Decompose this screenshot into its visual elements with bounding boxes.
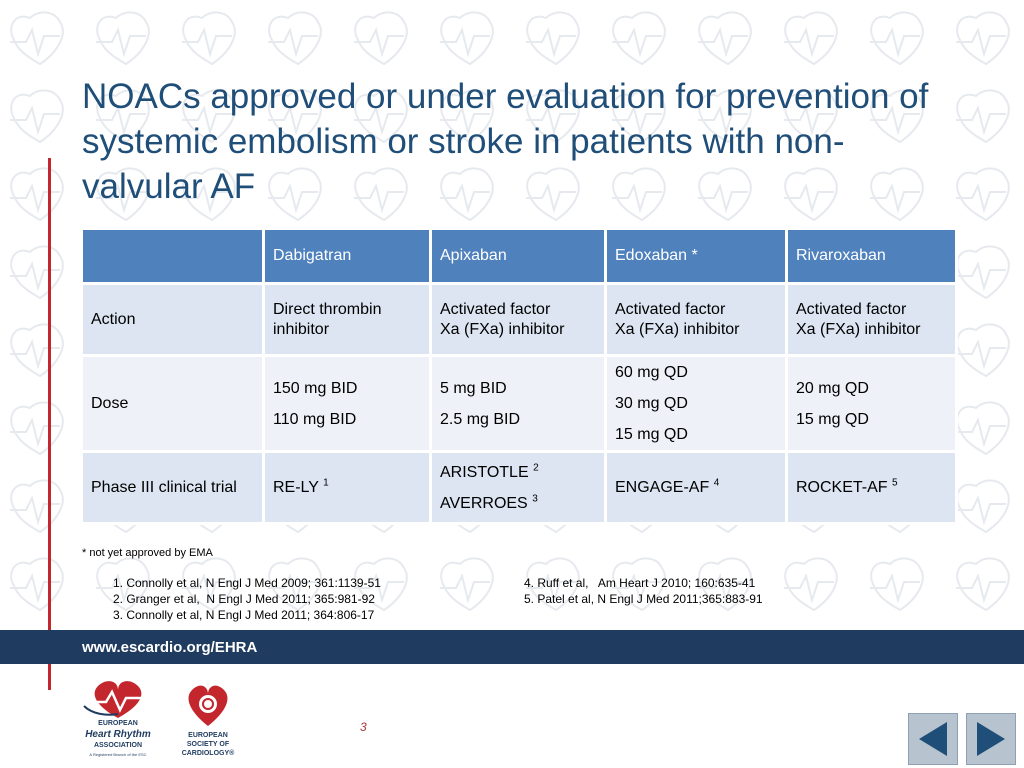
reference-item: 1. Connolly et al, N Engl J Med 2009; 361:1139-51 [113, 576, 381, 590]
dose-line: 15 mg QD [796, 410, 869, 428]
trial-line [440, 457, 598, 488]
action-apixaban [432, 285, 607, 357]
action-rivaroxaban [788, 285, 958, 357]
header-empty-cell [80, 230, 265, 285]
row-label-action: Action [80, 285, 265, 357]
page-number: 3 [360, 720, 367, 734]
esc-text-line: SOCIETY OF [186, 741, 230, 748]
esc-text-line: CARDIOLOGY® [181, 750, 235, 757]
action-edoxaban-line: Xa (FXa) inhibitor [615, 320, 740, 338]
dose-line: 5 mg BID [440, 379, 507, 397]
ehra-heart-icon [76, 676, 160, 720]
row-label-trial: Phase III clinical trial [80, 453, 265, 525]
trial-rivaroxaban [788, 453, 958, 525]
ehra-text-line: ASSOCIATION [93, 742, 143, 749]
action-rivaroxaban-line: Activated factor [796, 300, 907, 318]
trial-line [440, 488, 598, 519]
table-row-dose [80, 357, 958, 453]
dose-rivaroxaban [788, 357, 958, 453]
references-right [524, 575, 763, 607]
header-apixaban: Apixaban [432, 230, 607, 285]
dose-apixaban [432, 357, 607, 453]
header-edoxaban: Edoxaban * [607, 230, 788, 285]
trial-name: ROCKET-AF [796, 478, 888, 496]
action-dabigatran-line: inhibitor [273, 320, 330, 338]
dose-line: 15 mg QD [615, 426, 688, 443]
trial-ref: 1 [323, 477, 329, 489]
action-edoxaban-line: Activated factor [615, 300, 726, 318]
trial-apixaban [432, 453, 607, 525]
previous-slide-button[interactable] [908, 713, 958, 765]
esc-heart-icon [172, 682, 244, 730]
header-dabigatran: Dabigatran [265, 230, 432, 285]
trial-name: ENGAGE-AF [615, 478, 710, 496]
dose-edoxaban [607, 357, 788, 453]
noac-comparison-table [80, 230, 958, 525]
reference-item: 3. Connolly et al, N Engl J Med 2011; 364:806-17 [113, 608, 375, 622]
esc-text-line: EUROPEAN [188, 732, 228, 739]
trial-dabigatran [265, 453, 432, 525]
trial-edoxaban [607, 453, 788, 525]
ehra-text-line: EUROPEAN [98, 720, 138, 727]
footer-bar [0, 630, 1024, 664]
reference-item: 2. Granger et al, N Engl J Med 2011; 365:981-92 [113, 592, 375, 606]
action-dabigatran [265, 285, 432, 357]
table-row-action [80, 285, 958, 357]
left-arrow-icon [909, 714, 957, 764]
dose-line: 20 mg QD [796, 379, 869, 397]
dose-dabigatran [265, 357, 432, 453]
trial-name: RE-LY [273, 478, 319, 496]
dose-line: 110 mg BID [273, 410, 357, 428]
next-slide-button[interactable] [966, 713, 1016, 765]
table-header-row [80, 230, 958, 285]
trial-ref: 2 [533, 462, 539, 474]
action-dabigatran-line: Direct thrombin [273, 300, 382, 318]
table-row-trial [80, 453, 958, 525]
trial-ref: 4 [713, 477, 720, 489]
trial-name: ARISTOTLE [440, 463, 529, 481]
ehra-logo [76, 676, 160, 764]
dose-line: 30 mg QD [615, 395, 688, 412]
footer-url-link[interactable]: www.escardio.org/EHRA [82, 639, 258, 656]
dose-line: 60 mg QD [615, 364, 688, 381]
header-rivaroxaban: Rivaroxaban [788, 230, 958, 285]
reference-item: 4. Ruff et al, Am Heart J 2010; 160:635-41 [524, 576, 756, 590]
dose-line: 2.5 mg BID [440, 410, 521, 428]
action-apixaban-line: Activated factor [440, 300, 551, 318]
right-arrow-icon [967, 714, 1015, 764]
footnote: * not yet approved by EMA [82, 547, 213, 559]
row-label-dose: Dose [80, 357, 265, 453]
trial-ref: 3 [532, 493, 538, 505]
references-left [113, 575, 381, 623]
reference-item: 5. Patel et al, N Engl J Med 2011;365:883-91 [524, 592, 763, 606]
trial-ref: 5 [892, 477, 898, 489]
red-accent-line [48, 158, 51, 690]
ehra-text-line: Heart Rhythm [85, 729, 151, 740]
action-edoxaban [607, 285, 788, 357]
action-rivaroxaban-line: Xa (FXa) inhibitor [796, 320, 921, 338]
ehra-text-line: A Registered Branch of the ESC [89, 752, 147, 757]
esc-logo [172, 682, 244, 766]
action-apixaban-line: Xa (FXa) inhibitor [440, 320, 565, 338]
trial-name: AVERROES [440, 494, 528, 512]
slide-title: NOACs approved or under evaluation for prevention of systemic embolism or stroke in patients with non-valvular AF [82, 77, 929, 206]
dose-line: 150 mg BID [273, 379, 358, 397]
